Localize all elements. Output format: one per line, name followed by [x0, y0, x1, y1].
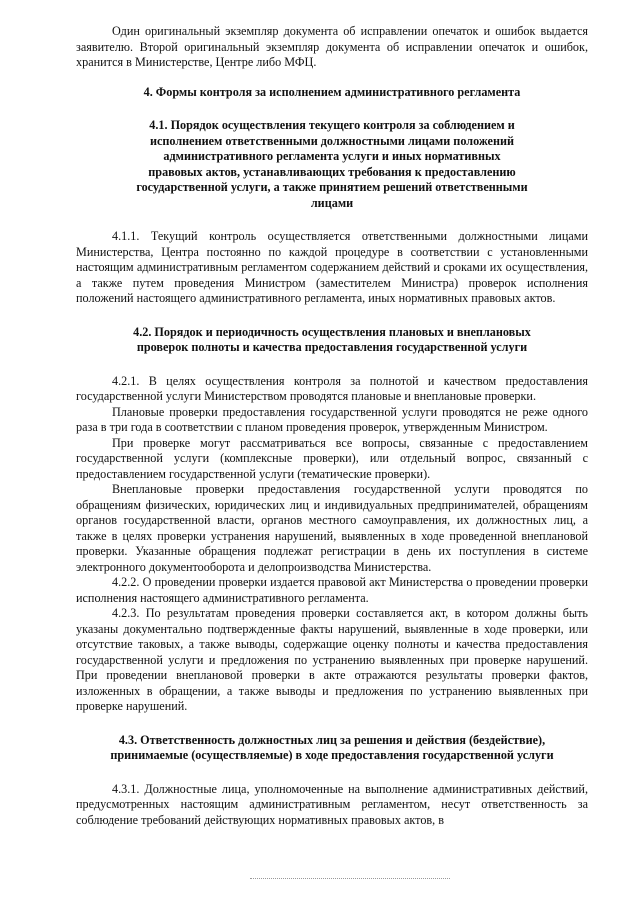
section-4-3-heading: 4.3. Ответственность должностных лиц за решения и действия (бездействие), принимаемые (осуществляемые) в ходе предоставления государственной услуги: [110, 732, 554, 762]
paragraph-unplanned-checks: Внеплановые проверки предоставления государственной услуги проводятся по обращениям физических, юридических лиц и индивидуальных предпринимателей, обращениям органов государственной власти, органов местного самоуправления, их должностных лиц, а также в целях проверки устранения нарушений, выявленных в ходе проведенной внеплановой проверки. Указанные обращения подлежат регистрации в день их поступления в системе электронного документооборота и делопроизводства Министерства.: [76, 482, 588, 574]
paragraph-4-3-1: 4.3.1. Должностные лица, уполномоченные на выполнение административных действий, предусмотренных настоящим административным регламентом, несут ответственность за соблюдение требований действующих нормативных правовых актов, в: [76, 781, 588, 827]
paragraph-4-2-3: 4.2.3. По результатам проведения проверки составляется акт, в котором должны быть указаны документально подтвержденные факты нарушений, выявленные в ходе проверки, или отсутствие таковых, а также выводы, содержащие оценку полноты и качества предоставления государственной услуги и предложения по устранению выявленных при проверке нарушений. При проведении внеплановой проверки в акте отражаются результаты проверки фактов, изложенных в обращении, а также выводы и предложения по устранению выявленных при проверке нарушений.: [76, 606, 588, 713]
paragraph-4-1-1: 4.1.1. Текущий контроль осуществляется ответственными должностными лицами Министерства, Центра постоянно по каждой процедуре в соответствии с установленными настоящим административным регламентом содержанием действий и сроками их осуществления, а также путем проведения Министром (заместителем Министра) проверок исполнения положений настоящего административного регламента, иных нормативных правовых актов.: [76, 229, 588, 305]
paragraph-copies: Один оригинальный экземпляр документа об исправлении опечаток и ошибок выдается заявителю. Второй оригинальный экземпляр документа об исправлении опечаток и ошибок, хранится в Министерстве, Центре либо МФЦ.: [76, 24, 588, 69]
section-4-heading: 4. Формы контроля за исполнением административного регламента: [143, 84, 521, 99]
document-body: [76, 24, 588, 828]
section-4-2-heading: 4.2. Порядок и периодичность осуществления плановых и внеплановых проверок полноты и качества предоставления государственной услуги: [133, 324, 531, 354]
section-4-1-heading: 4.1. Порядок осуществления текущего контроля за соблюдением и исполнением ответственными должностными лицами положений административного регламента услуги и иных нормативных правовых актов, устанавливающих требования к предоставлению государственной услуги, а также принятием решений ответственными лицами: [136, 118, 528, 210]
paragraph-4-2-2: 4.2.2. О проведении проверки издается правовой акт Министерства о проведении проверки исполнения настоящего административного регламента.: [76, 575, 588, 605]
page-bottom-rule: [250, 878, 450, 879]
paragraph-check-scope: При проверке могут рассматриваться все вопросы, связанные с предоставлением государственной услуги (комплексные проверки), или отдельный вопрос, связанный с предоставлением государственной услуги (тематические проверки).: [76, 435, 588, 481]
paragraph-planned-checks: Плановые проверки предоставления государственной услуги проводятся не реже одного раза в три года в соответствии с планом проведения проверок, утвержденным Министром.: [76, 404, 588, 434]
paragraph-4-2-1: 4.2.1. В целях осуществления контроля за полнотой и качеством предоставления государственной услуги Министерством проводятся плановые и внеплановые проверки.: [76, 373, 588, 403]
